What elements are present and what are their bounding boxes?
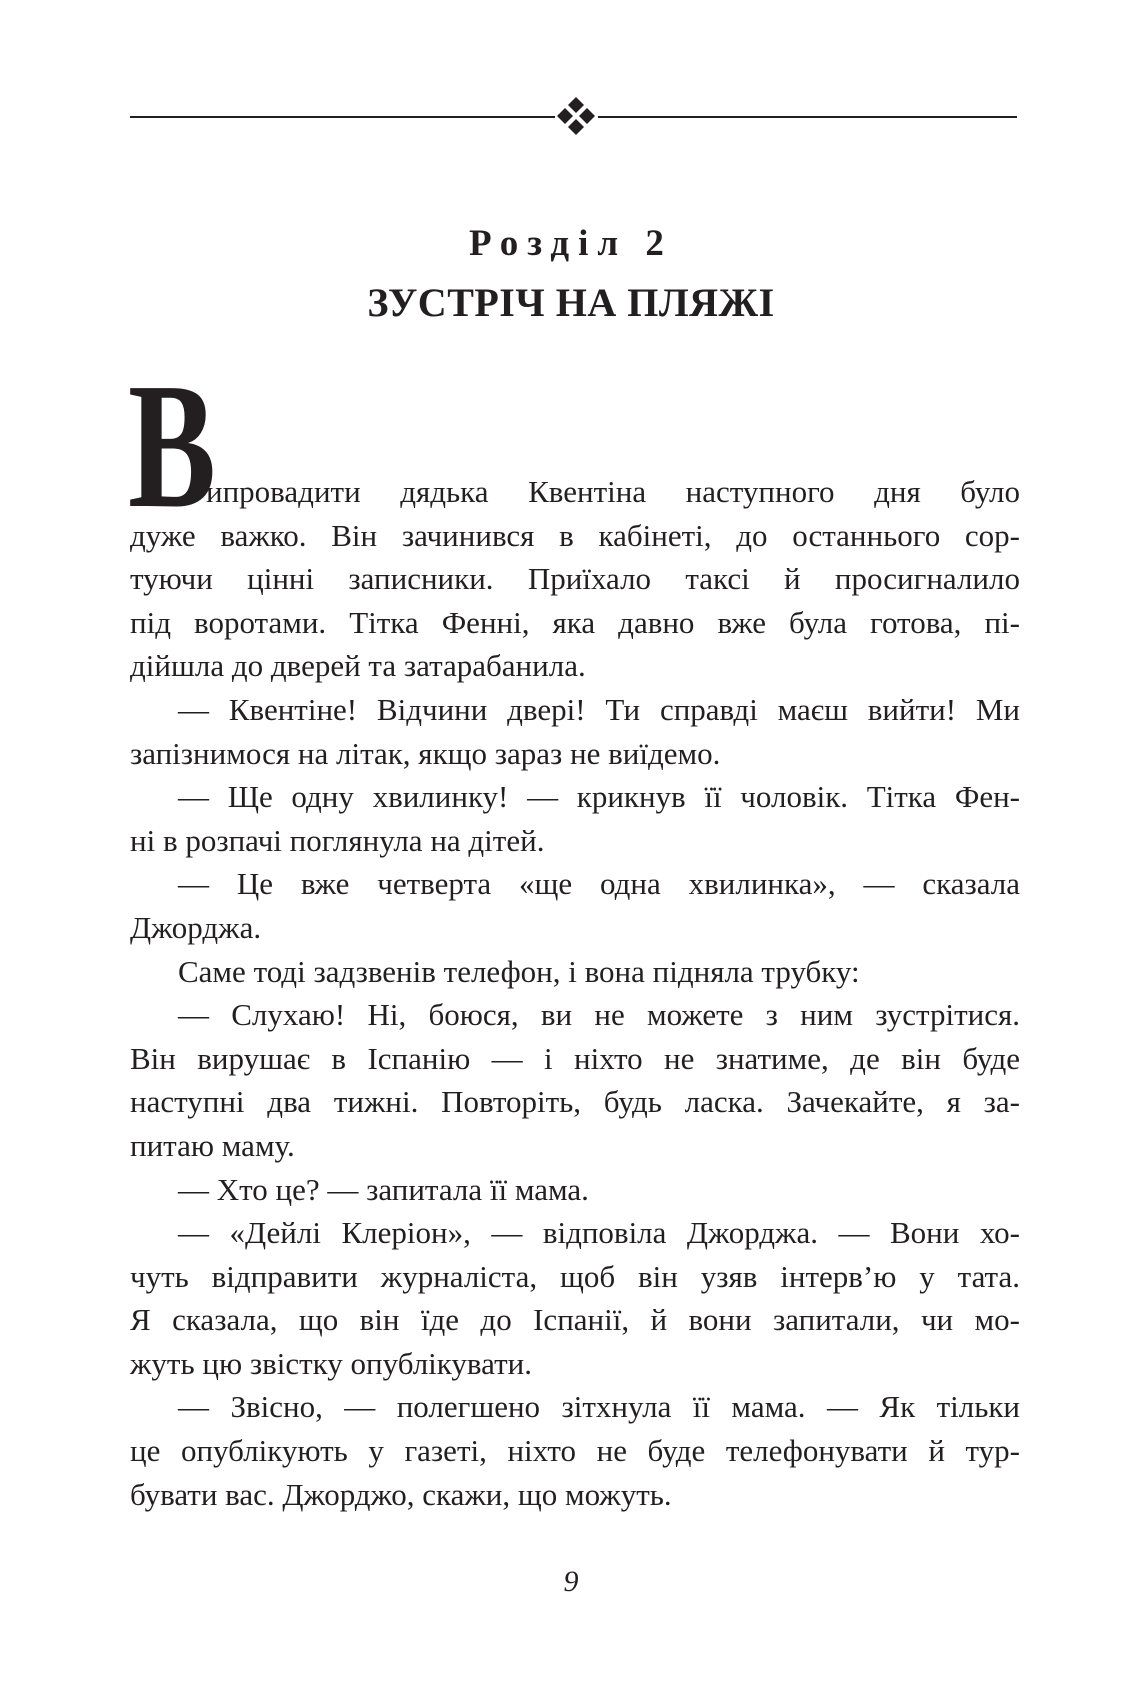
text-line: ипровадити дядька Квентіна наступного дня було <box>206 474 1020 509</box>
text-line: — Це вже четверта «ще одна хвилинка», — сказала <box>178 866 1020 902</box>
text-line: питаю маму. <box>130 1127 295 1163</box>
text-line: дійшла до дверей та затарабанила. <box>130 648 586 684</box>
text-line: жуть цю звістку опублікувати. <box>130 1345 532 1381</box>
header-ornament <box>130 94 1017 140</box>
text-line: бувати вас. Джорджо, скажи, що можуть. <box>130 1476 672 1512</box>
text-line: — «Дейлі Клеріон», — відповіла Джорджа. — Вони хо- <box>178 1215 1020 1251</box>
text-line: — Звісно, — полегшено зітхнула її мама. — Як тільки <box>178 1389 1020 1425</box>
chapter-label: Розділ 2 <box>469 223 673 264</box>
text-line: це опублікують у газеті, ніхто не буде телефонувати й тур- <box>130 1433 1020 1469</box>
text-line: — Слухаю! Ні, боюся, ви не можете з ним зустрітися. <box>178 997 1020 1033</box>
text-line: наступні два тижні. Повторіть, будь ласка. Зачекайте, я за- <box>130 1084 1020 1120</box>
ornament-rule-right <box>598 116 1017 118</box>
text-line: Джорджа. <box>130 909 262 945</box>
ornament-rule-left <box>130 116 555 118</box>
text-line: запізнимося на літак, якщо зараз не виїдемо. <box>130 735 721 771</box>
text-line: Він вирушає в Іспанію — і ніхто не знатиме, де він буде <box>130 1040 1020 1076</box>
diamond-cluster-icon <box>554 94 598 140</box>
text-line: чуть відправити журналіста, щоб він узяв інтерв’ю у тата. <box>130 1258 1020 1294</box>
text-line: — Хто це? — запитала її мама. <box>178 1171 589 1207</box>
text-line: Саме тоді задзвенів телефон, і вона підняла трубку: <box>178 953 860 989</box>
body-text <box>130 470 1020 1516</box>
page-number: 9 <box>563 1565 579 1598</box>
chapter-title: ЗУСТРІЧ НА ПЛЯЖІ <box>367 280 775 325</box>
text-line: ні в розпачі поглянула на дітей. <box>130 822 545 858</box>
text-line: дуже важко. Він зачинився в кабінеті, до останнього сор- <box>130 517 1020 553</box>
text-line: під воротами. Тітка Фенні, яка давно вже була готова, пі- <box>130 604 1020 640</box>
drop-cap-letter: В <box>128 346 216 545</box>
text-line: Я сказала, що він їде до Іспанії, й вони запитали, чи мо- <box>130 1302 1020 1338</box>
text-line: — Квентіне! Відчини двері! Ти справді маєш вийти! Ми <box>178 691 1020 727</box>
text-line: — Ще одну хвилинку! — крикнув її чоловік. Тітка Фен- <box>178 779 1020 815</box>
text-line: туючи цінні записники. Приїхало таксі й просигналило <box>130 561 1020 597</box>
